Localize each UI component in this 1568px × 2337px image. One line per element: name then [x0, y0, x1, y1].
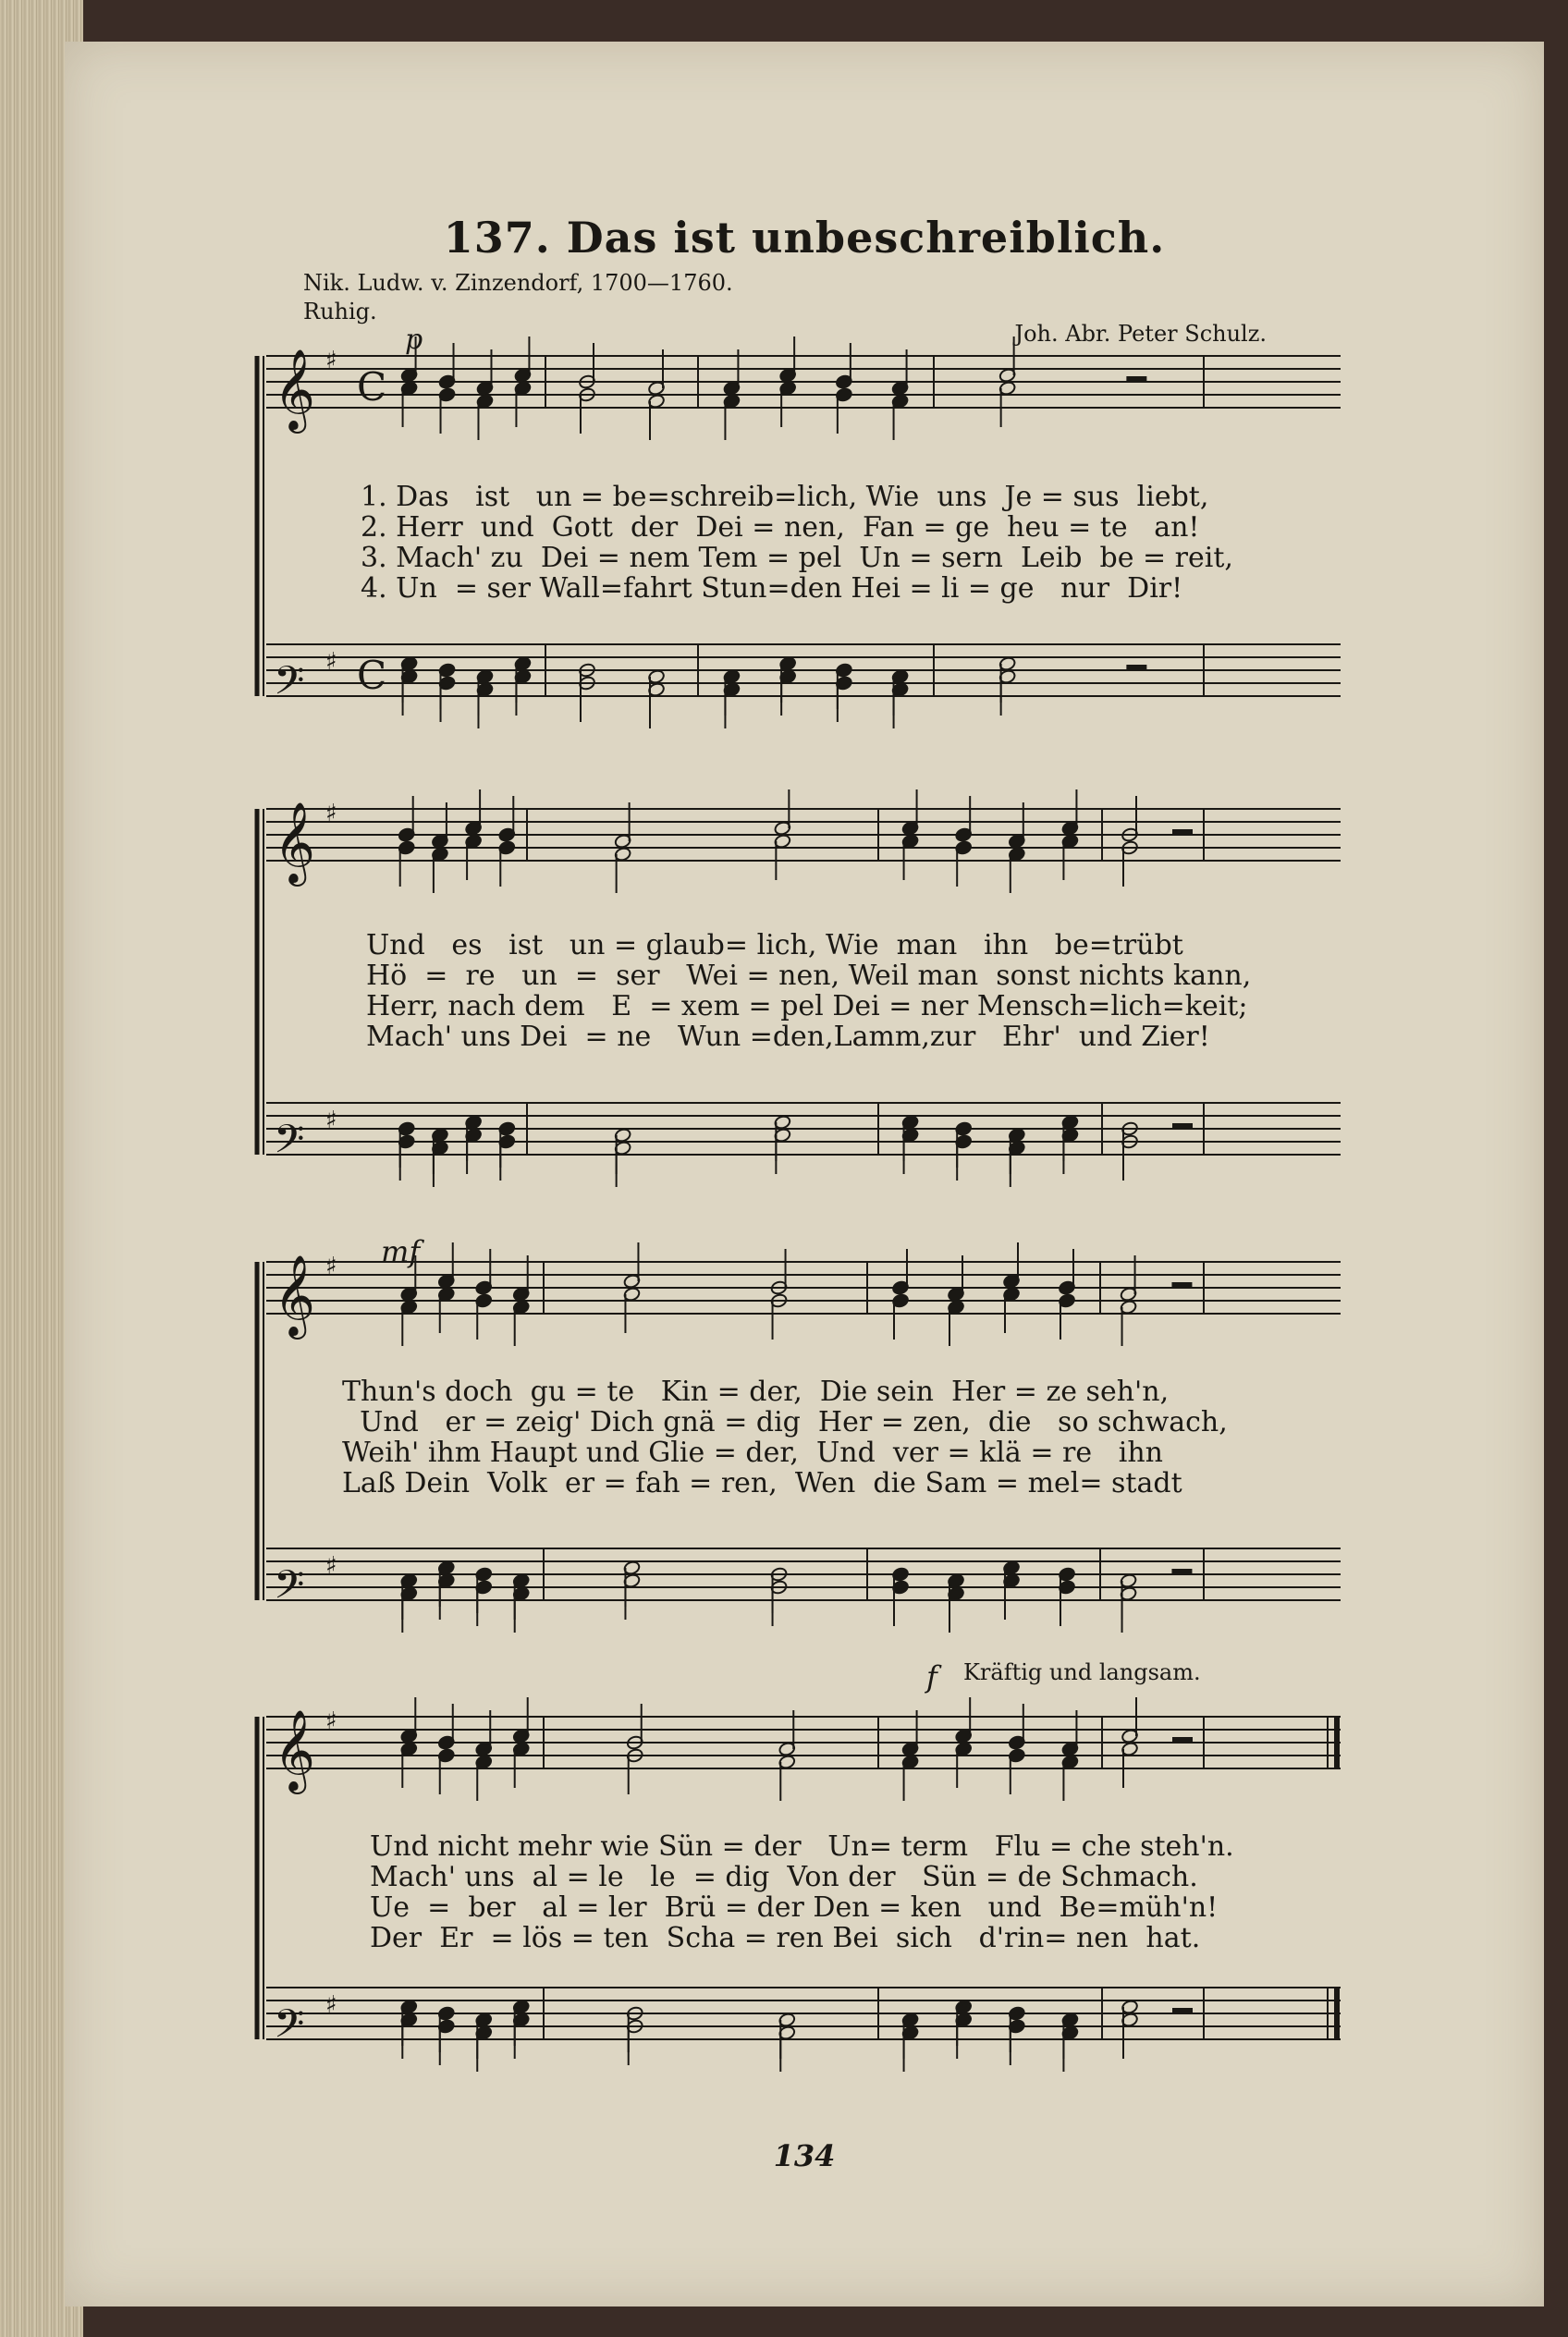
treble-clef: 𝄞 — [274, 801, 315, 883]
hymn-composer: Joh. Abr. Peter Schulz. — [1014, 321, 1267, 347]
lyric-line: Und nicht mehr wie Sün = der Un= term Flu = che steh'n. — [370, 1830, 1234, 1863]
lyric-line: 2. Herr und Gott der Dei = nen, Fan = ge heu = te an! — [361, 511, 1200, 544]
treble-clef: 𝄞 — [274, 1254, 315, 1336]
dynamic-f: f — [926, 1659, 937, 1695]
time-signature: C — [357, 364, 387, 410]
half-rest — [1126, 376, 1146, 383]
lyric-line: Und er = zeig' Dich gnä = dig Her = zen, die so schwach, — [342, 1406, 1228, 1438]
lyric-line: 3. Mach' zu Dei = nem Tem = pel Un = sern Leib be = reit, — [361, 542, 1233, 574]
treble-clef: 𝄞 — [274, 348, 315, 430]
hymn-page — [65, 42, 1544, 2306]
hymn-author: Nik. Ludw. v. Zinzendorf, 1700—1760. — [303, 270, 733, 296]
lyric-line: Hö = re un = ser Wei = nen, Weil man sonst nichts kann, — [366, 960, 1252, 992]
half-rest — [1172, 1123, 1193, 1130]
lyric-line: 4. Un = ser Wall=fahrt Stun=den Hei = li = ge nur Dir! — [361, 572, 1183, 605]
half-rest — [1171, 1569, 1192, 1575]
half-rest — [1171, 1282, 1192, 1289]
half-rest — [1172, 2008, 1193, 2014]
lyric-line: Ue = ber al = ler Brü = der Den = ken und Be=müh'n! — [370, 1891, 1219, 1924]
key-signature: ♯ — [325, 648, 337, 676]
lyric-line: Mach' uns Dei = ne Wun =den,Lamm,zur Ehr' und Zier! — [366, 1021, 1210, 1053]
page-number: 134 — [773, 2138, 836, 2173]
bass-clef: 𝄢 — [274, 658, 305, 714]
music-notation — [65, 42, 1544, 2306]
hymn-title: 137. Das ist unbeschreiblich. — [443, 213, 1166, 263]
lyric-line: Und es ist un = glaub= lich, Wie man ihn be=trübt — [366, 929, 1183, 961]
lyrics-system-1 — [361, 481, 1233, 675]
lyric-line: Herr, nach dem E = xem = pel Dei = ner Mensch=lich=keit; — [366, 990, 1248, 1022]
treble-clef: 𝄞 — [274, 1708, 315, 1791]
dynamic-p: p — [405, 324, 423, 356]
lyric-line: Laß Dein Volk er = fah = ren, Wen die Sam = mel= stadt — [342, 1467, 1182, 1499]
key-signature: ♯ — [325, 347, 337, 374]
bass-clef: 𝄢 — [274, 1117, 305, 1172]
half-rest — [1172, 829, 1193, 836]
tempo-marking: Ruhig. — [303, 299, 377, 324]
tempo-change: Kräftig und langsam. — [963, 1659, 1201, 1685]
bass-clef: 𝄢 — [274, 2001, 305, 2057]
lyric-line: Mach' uns al = le le = dig Von der Sün = de Schmach. — [370, 1861, 1198, 1893]
lyric-line: Thun's doch gu = te Kin = der, Die sein Her = ze seh'n, — [342, 1376, 1170, 1408]
lyrics-system-4 — [370, 1830, 1234, 2025]
lyric-line: Der Er = lös = ten Scha = ren Bei sich d'rin= nen hat. — [370, 1922, 1201, 1954]
lyrics-system-2 — [366, 929, 1252, 1123]
key-signature: ♯ — [325, 800, 337, 827]
lyric-line: Weih' ihm Haupt und Glie = der, Und ver = klä = re ihn — [342, 1437, 1163, 1469]
key-signature: ♯ — [325, 1552, 337, 1580]
dynamic-mf: mf — [381, 1234, 421, 1269]
key-signature: ♯ — [325, 1253, 337, 1280]
key-signature: ♯ — [325, 1707, 337, 1735]
key-signature: ♯ — [325, 1991, 337, 2019]
time-signature: C — [357, 653, 387, 698]
half-rest — [1126, 665, 1146, 671]
lyric-line: 1. Das ist un = be=schreib=lich, Wie uns Je = sus liebt, — [361, 481, 1209, 513]
half-rest — [1172, 1737, 1193, 1744]
lyrics-system-3 — [342, 1376, 1228, 1570]
key-signature: ♯ — [325, 1107, 337, 1134]
bass-clef: 𝄢 — [274, 1562, 305, 1618]
